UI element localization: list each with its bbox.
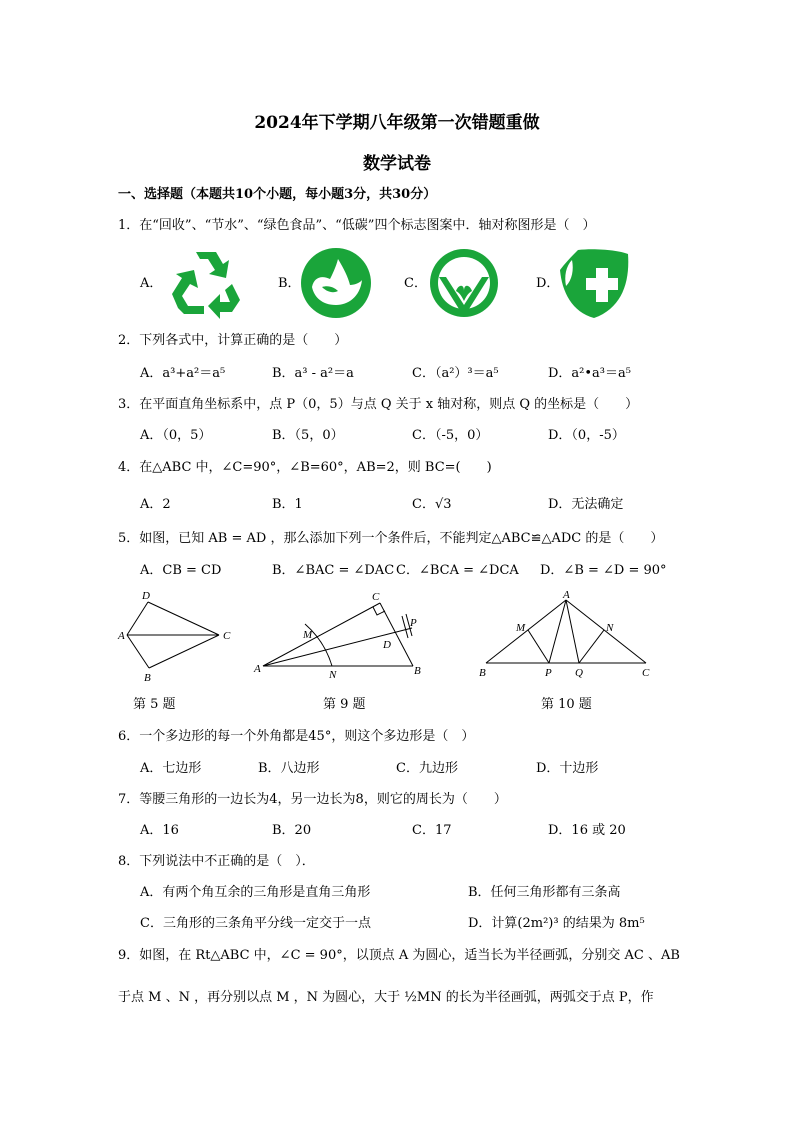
fig5-label-d: D bbox=[142, 590, 150, 602]
q3-option-d: D．（0，-5） bbox=[548, 428, 625, 443]
fig10-label-n: N bbox=[606, 622, 614, 634]
q4-option-b: B．1 bbox=[272, 497, 303, 512]
fig5-label-a: A bbox=[118, 630, 125, 642]
fig10-label-a: A bbox=[563, 589, 570, 601]
q6-option-c: C．九边形 bbox=[396, 761, 458, 776]
green-food-icon bbox=[428, 247, 500, 319]
q3-option-c: C．（-5，0） bbox=[412, 428, 489, 443]
q5-option-d: D．∠B = ∠D = 90° bbox=[540, 563, 667, 578]
fig10-label-q: Q bbox=[575, 667, 583, 679]
q4-option-d: D．无法确定 bbox=[548, 497, 624, 512]
fig10-label-b: B bbox=[479, 667, 486, 679]
water-drop-icon bbox=[300, 247, 372, 319]
q1-option-d: D． bbox=[536, 276, 560, 291]
question-7-stem: 7．等腰三角形的一边长为4，另一边长为8，则它的周长为（ ） bbox=[118, 792, 507, 807]
q8-option-d: D．计算(2m²)³ 的结果为 8m⁵ bbox=[468, 916, 645, 931]
fig5-label-b: B bbox=[144, 672, 151, 684]
q4-option-a: A．2 bbox=[140, 497, 171, 512]
fig9-label-p: P bbox=[410, 617, 417, 629]
q6-option-b: B．八边形 bbox=[258, 761, 320, 776]
q8-option-b: B．任何三角形都有三条高 bbox=[468, 885, 621, 900]
question-9-line2: 于点 M 、N ，再分别以点 M ，N 为圆心，大于 ½MN 的长为半径画弧，两弧交于点 P，作 bbox=[118, 990, 654, 1005]
figure-5-quadrilateral bbox=[116, 588, 246, 688]
fig9-label-c: C bbox=[372, 591, 380, 603]
q7-option-b: B．20 bbox=[272, 823, 312, 838]
q2-option-d: D．a²•a³＝a⁵ bbox=[548, 366, 631, 381]
fig9-label-m: M bbox=[303, 629, 313, 641]
q2-option-c: C．（a²）³＝a⁵ bbox=[412, 366, 499, 381]
page-title: 2024年下学期八年级第一次错题重做 bbox=[254, 113, 540, 133]
figure-10-caption: 第 10 题 bbox=[541, 697, 592, 712]
fig10-label-m: M bbox=[516, 622, 526, 634]
q6-option-a: A．七边形 bbox=[140, 761, 202, 776]
q3-option-b: B．（5，0） bbox=[272, 428, 344, 443]
fig9-label-n: N bbox=[329, 669, 337, 681]
q5-option-c: C．∠BCA = ∠DCA bbox=[396, 563, 519, 578]
q4-option-c: C．√3 bbox=[412, 497, 452, 512]
question-6-stem: 6．一个多边形的每一个外角都是45°，则这个多边形是（ ） bbox=[118, 729, 475, 744]
fig10-label-p: P bbox=[545, 667, 552, 679]
figure-9-caption: 第 9 题 bbox=[323, 697, 366, 712]
page-subtitle: 数学试卷 bbox=[363, 154, 431, 174]
q1-option-c: C． bbox=[404, 276, 427, 291]
q8-option-a: A．有两个角互余的三角形是直角三角形 bbox=[140, 885, 371, 900]
figure-9-triangle bbox=[250, 586, 435, 686]
q7-option-a: A．16 bbox=[140, 823, 179, 838]
fig10-label-c: C bbox=[642, 667, 650, 679]
question-9-line1: 9．如图，在 Rt△ABC 中，∠C = 90°，以顶点 A 为圆心，适当长为半径画弧，分别交 AC 、AB bbox=[118, 948, 680, 963]
q7-option-d: D．16 或 20 bbox=[548, 823, 626, 838]
fig5-label-c: C bbox=[223, 630, 231, 642]
question-3-stem: 3．在平面直角坐标系中，点 P（0，5）与点 Q 关于 x 轴对称，则点 Q 的坐标是（ ） bbox=[118, 397, 639, 412]
q1-option-b: B． bbox=[278, 276, 301, 291]
recycle-icon bbox=[170, 246, 242, 318]
q8-option-c: C．三角形的三条角平分线一定交于一点 bbox=[140, 916, 371, 931]
q7-option-c: C．17 bbox=[412, 823, 452, 838]
q1-option-a: A． bbox=[140, 276, 163, 291]
fig9-label-d: D bbox=[383, 639, 391, 651]
q5-option-b: B．∠BAC = ∠DAC bbox=[272, 563, 395, 578]
question-4-stem: 4．在△ABC 中，∠C=90°，∠B=60°，AB=2，则 BC=( ) bbox=[118, 460, 492, 475]
figure-10-triangle bbox=[476, 588, 661, 688]
figure-5-caption: 第 5 题 bbox=[133, 697, 176, 712]
question-1-stem: 1．在“回收”、“节水”、“绿色食品”、“低碳”四个标志图案中．轴对称图形是（ ） bbox=[118, 218, 596, 233]
question-8-stem: 8．下列说法中不正确的是（ ）． bbox=[118, 854, 315, 869]
question-5-stem: 5．如图，已知 AB = AD ，那么添加下列一个条件后，不能判定△ABC≌△ADC 的是（ ） bbox=[118, 531, 664, 546]
low-carbon-cross-icon bbox=[558, 246, 632, 320]
q2-option-a: A．a³+a²＝a⁵ bbox=[140, 366, 226, 381]
q3-option-a: A．（0，5） bbox=[140, 428, 212, 443]
question-2-stem: 2．下列各式中，计算正确的是（ ） bbox=[118, 333, 348, 348]
q6-option-d: D．十边形 bbox=[536, 761, 599, 776]
fig9-label-b: B bbox=[414, 665, 421, 677]
section-heading: 一、选择题（本题共10个小题，每小题3分，共30分） bbox=[118, 187, 437, 202]
q5-option-a: A．CB = CD bbox=[140, 563, 222, 578]
q2-option-b: B．a³ - a²＝a bbox=[272, 366, 354, 381]
fig9-label-a: A bbox=[254, 663, 261, 675]
